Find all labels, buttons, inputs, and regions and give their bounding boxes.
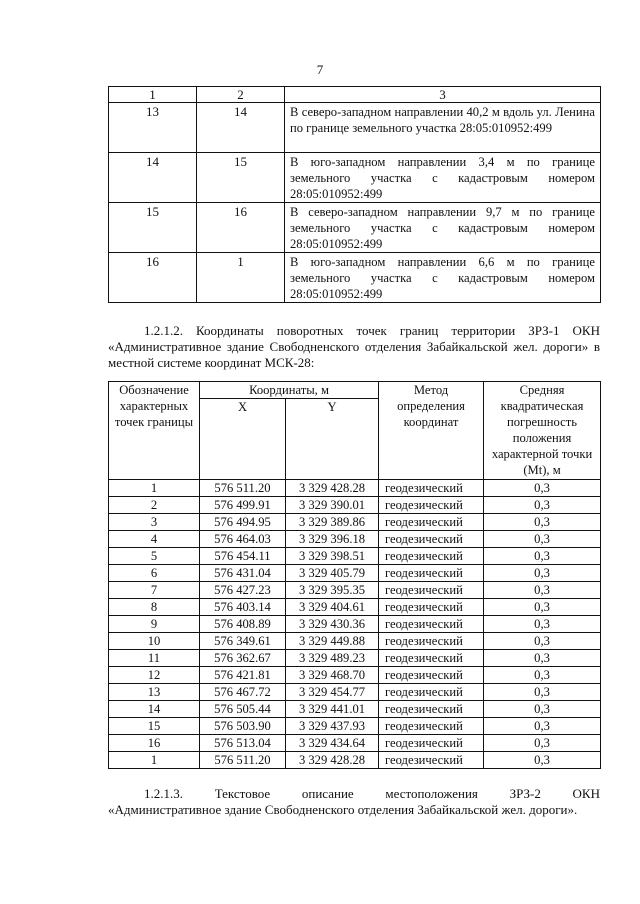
mean-error: 0,3 [484, 616, 601, 633]
segment-description: В юго-западном направлении 6,6 м по границе земельного участка с кадастровым номером 28:05:010952:499 [285, 253, 601, 303]
point-number: 13 [109, 684, 200, 701]
point-number: 8 [109, 599, 200, 616]
table-row [109, 718, 601, 735]
header-coordinates: Координаты, м [200, 382, 379, 399]
method: геодезический [379, 752, 484, 769]
coordinate-x: 576 403.14 [200, 599, 286, 616]
method: геодезический [379, 480, 484, 497]
table-row [109, 616, 601, 633]
method: геодезический [379, 735, 484, 752]
coordinate-y: 3 329 405.79 [286, 565, 379, 582]
point-number: 1 [109, 752, 200, 769]
coordinate-x: 576 511.20 [200, 480, 286, 497]
coordinate-y: 3 329 390.01 [286, 497, 379, 514]
method: геодезический [379, 565, 484, 582]
method: геодезический [379, 497, 484, 514]
point-number: 12 [109, 667, 200, 684]
point-number: 5 [109, 548, 200, 565]
method: геодезический [379, 718, 484, 735]
point-to: 14 [197, 103, 285, 153]
mean-error: 0,3 [484, 684, 601, 701]
coordinate-x: 576 494.95 [200, 514, 286, 531]
coordinate-y: 3 329 449.88 [286, 633, 379, 650]
coordinate-y: 3 329 396.18 [286, 531, 379, 548]
header-method: Метод определения координат [379, 382, 484, 480]
coordinate-y: 3 329 395.35 [286, 582, 379, 599]
coordinate-x: 576 362.67 [200, 650, 286, 667]
column-number-1: 1 [109, 87, 197, 103]
mean-error: 0,3 [484, 565, 601, 582]
table-row [109, 752, 601, 769]
table-row [109, 735, 601, 752]
table-row [109, 514, 601, 531]
coordinate-y: 3 329 389.86 [286, 514, 379, 531]
method: геодезический [379, 548, 484, 565]
coordinate-y: 3 329 468.70 [286, 667, 379, 684]
coordinate-y: 3 329 434.64 [286, 735, 379, 752]
method: геодезический [379, 701, 484, 718]
mean-error: 0,3 [484, 514, 601, 531]
point-number: 9 [109, 616, 200, 633]
paragraph-rest: «Административное здание Свободненского отделения Забайкальской жел. дороги» в местной системе координат МСК-28: [108, 339, 600, 370]
coordinate-y: 3 329 398.51 [286, 548, 379, 565]
coordinate-y: 3 329 441.01 [286, 701, 379, 718]
header-y: Y [286, 399, 379, 480]
point-number: 16 [109, 735, 200, 752]
table-row [109, 565, 601, 582]
page-number: 7 [316, 62, 324, 77]
mean-error: 0,3 [484, 599, 601, 616]
table-row [109, 650, 601, 667]
table-row [109, 103, 601, 153]
paragraph-rest: «Административное здание Свободненского отделения Забайкальской жел. дороги». [108, 802, 578, 817]
coordinate-x: 576 499.91 [200, 497, 286, 514]
table-row [109, 497, 601, 514]
coordinates-header-row-1 [109, 382, 601, 399]
point-number: 1 [109, 480, 200, 497]
mean-error: 0,3 [484, 718, 601, 735]
column-number-3: 3 [285, 87, 601, 103]
coordinate-x: 576 421.81 [200, 667, 286, 684]
segment-description: В северо-западном направлении 40,2 м вдоль ул. Ленина по границе земельного участка 28:05:010952:499 [285, 103, 601, 153]
method: геодезический [379, 667, 484, 684]
coordinate-x: 576 511.20 [200, 752, 286, 769]
header-designation: Обозначение характерных точек границы [109, 382, 200, 480]
mean-error: 0,3 [484, 701, 601, 718]
mean-error: 0,3 [484, 650, 601, 667]
point-from: 15 [109, 203, 197, 253]
coordinate-y: 3 329 437.93 [286, 718, 379, 735]
coordinate-x: 576 513.04 [200, 735, 286, 752]
method: геодезический [379, 616, 484, 633]
mean-error: 0,3 [484, 752, 601, 769]
table-row [109, 599, 601, 616]
coordinate-y: 3 329 404.61 [286, 599, 379, 616]
table-row [109, 667, 601, 684]
point-number: 10 [109, 633, 200, 650]
mean-error: 0,3 [484, 667, 601, 684]
coordinate-x: 576 503.90 [200, 718, 286, 735]
section-1-2-1-3-paragraph [108, 786, 600, 818]
table-row [109, 582, 601, 599]
table-row [109, 203, 601, 253]
coordinates-table [108, 381, 601, 769]
table-row [109, 531, 601, 548]
point-number: 15 [109, 718, 200, 735]
method: геодезический [379, 582, 484, 599]
segment-description: В северо-западном направлении 9,7 м по границе земельного участка с кадастровым номером 28:05:010952:499 [285, 203, 601, 253]
table-row [109, 480, 601, 497]
method: геодезический [379, 650, 484, 667]
coordinate-y: 3 329 430.36 [286, 616, 379, 633]
coordinate-x: 576 427.23 [200, 582, 286, 599]
point-number: 2 [109, 497, 200, 514]
paragraph-first-line: 1.2.1.2. Координаты поворотных точек границ территории ЗРЗ-1 ОКН [144, 323, 600, 338]
mean-error: 0,3 [484, 531, 601, 548]
segment-description: В юго-западном направлении 3,4 м по границе земельного участка с кадастровым номером 28:05:010952:499 [285, 153, 601, 203]
point-to: 16 [197, 203, 285, 253]
table-row [109, 548, 601, 565]
coordinate-x: 576 454.11 [200, 548, 286, 565]
table-row [109, 701, 601, 718]
header-x: X [200, 399, 286, 480]
point-number: 6 [109, 565, 200, 582]
coordinate-x: 576 467.72 [200, 684, 286, 701]
mean-error: 0,3 [484, 497, 601, 514]
point-number: 11 [109, 650, 200, 667]
mean-error: 0,3 [484, 480, 601, 497]
mean-error: 0,3 [484, 582, 601, 599]
method: геодезический [379, 684, 484, 701]
table-row [109, 633, 601, 650]
point-number: 7 [109, 582, 200, 599]
mean-error: 0,3 [484, 548, 601, 565]
coordinate-y: 3 329 489.23 [286, 650, 379, 667]
header-error: Средняя квадратическая погрешность положения характерной точки (Mt), м [484, 382, 601, 480]
column-number-2: 2 [197, 87, 285, 103]
coordinate-x: 576 408.89 [200, 616, 286, 633]
point-from: 16 [109, 253, 197, 303]
table-row [109, 684, 601, 701]
mean-error: 0,3 [484, 633, 601, 650]
boundary-description-table [108, 86, 601, 303]
coordinate-x: 576 464.03 [200, 531, 286, 548]
point-from: 14 [109, 153, 197, 203]
point-to: 15 [197, 153, 285, 203]
point-number: 4 [109, 531, 200, 548]
point-number: 14 [109, 701, 200, 718]
method: геодезический [379, 514, 484, 531]
coordinate-y: 3 329 428.28 [286, 480, 379, 497]
coordinate-x: 576 349.61 [200, 633, 286, 650]
mean-error: 0,3 [484, 735, 601, 752]
table-row [109, 153, 601, 203]
section-1-2-1-2-paragraph [108, 323, 600, 371]
point-to: 1 [197, 253, 285, 303]
table-header-row [109, 87, 601, 103]
coordinate-x: 576 431.04 [200, 565, 286, 582]
paragraph-first-line: 1.2.1.3. Текстовое описание местоположения ЗРЗ-2 ОКН [144, 786, 600, 801]
coordinate-y: 3 329 428.28 [286, 752, 379, 769]
coordinate-y: 3 329 454.77 [286, 684, 379, 701]
method: геодезический [379, 531, 484, 548]
coordinate-x: 576 505.44 [200, 701, 286, 718]
point-number: 3 [109, 514, 200, 531]
table-row [109, 253, 601, 303]
method: геодезический [379, 599, 484, 616]
point-from: 13 [109, 103, 197, 153]
method: геодезический [379, 633, 484, 650]
